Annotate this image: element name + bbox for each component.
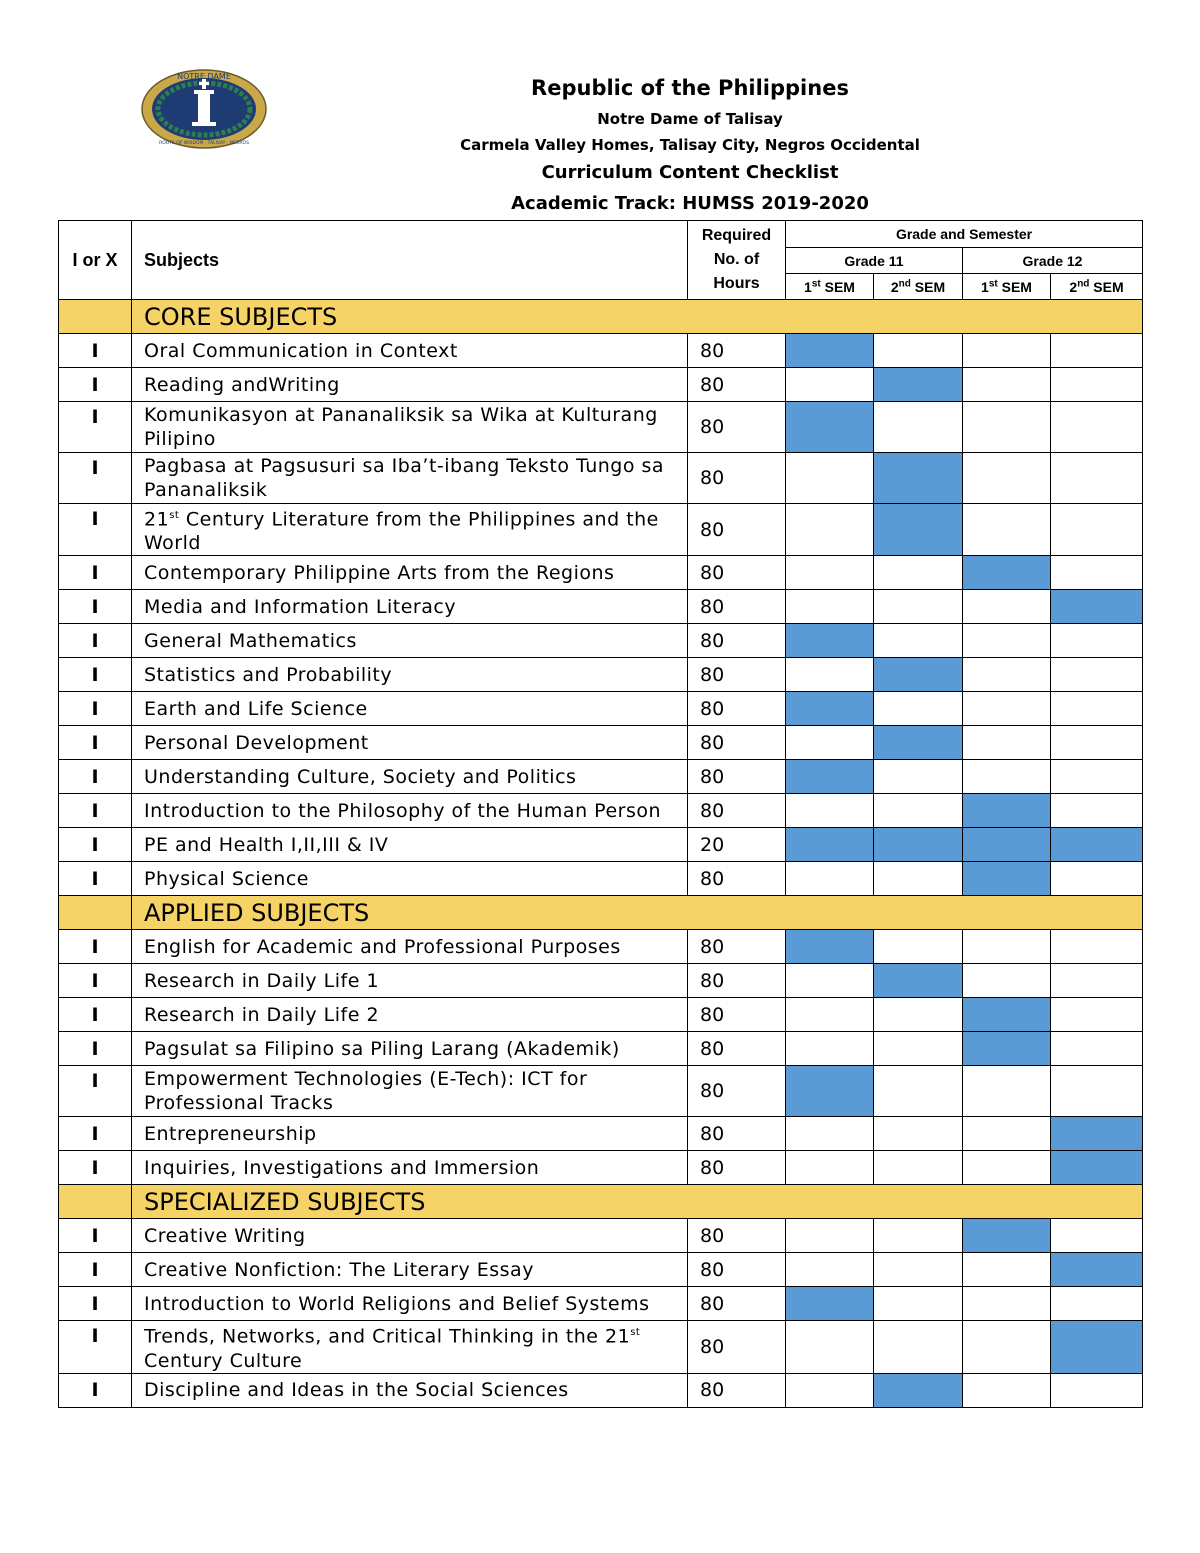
- subject-name: Personal Development: [132, 726, 688, 760]
- subject-row: [59, 556, 1143, 590]
- semester-cell: [963, 760, 1051, 794]
- ior-mark: I: [59, 504, 132, 556]
- semester-cell: [963, 964, 1051, 998]
- subject-name: Creative Writing: [132, 1219, 688, 1253]
- subject-name: Entrepreneurship: [132, 1117, 688, 1151]
- semester-cell: [963, 1066, 1051, 1117]
- section-title: CORE SUBJECTS: [132, 300, 1143, 334]
- semester-cell: [786, 1032, 874, 1066]
- ior-mark: I: [59, 334, 132, 368]
- semester-cell: [874, 1287, 963, 1321]
- subject-row: [59, 1373, 1143, 1407]
- semester-cell: [963, 1373, 1051, 1407]
- subject-name: Inquiries, Investigations and Immersion: [132, 1151, 688, 1185]
- semester-cell: [786, 1066, 874, 1117]
- subject-name: Trends, Networks, and Critical Thinking in the 21st Century Culture: [132, 1321, 688, 1373]
- required-hours: 80: [688, 726, 786, 760]
- semester-cell: [874, 794, 963, 828]
- semester-cell: [786, 402, 874, 453]
- semester-cell: [963, 1151, 1051, 1185]
- country-heading: Republic of the Philippines: [531, 76, 849, 100]
- sem-label: 1st SEM: [804, 278, 855, 295]
- semester-cell: [963, 930, 1051, 964]
- ior-mark: I: [59, 1287, 132, 1321]
- semester-cell: [1051, 828, 1143, 862]
- sem-label: 2nd SEM: [890, 278, 946, 295]
- semester-cell: [786, 624, 874, 658]
- semester-cell: [963, 1032, 1051, 1066]
- school-address: Carmela Valley Homes, Talisay City, Negros Occidental: [460, 136, 920, 154]
- semester-cell: [874, 556, 963, 590]
- required-hours: 80: [688, 1287, 786, 1321]
- ior-mark: I: [59, 794, 132, 828]
- semester-cell: [963, 624, 1051, 658]
- col-header-sem: [1051, 274, 1143, 300]
- semester-cell: [1051, 1219, 1143, 1253]
- section-title: APPLIED SUBJECTS: [132, 896, 1143, 930]
- ior-mark: I: [59, 590, 132, 624]
- semester-cell: [874, 1321, 963, 1373]
- subject-name: Pagbasa at Pagsusuri sa Iba’t-ibang Teksto Tungo sa Pananaliksik: [132, 453, 688, 504]
- required-hours: 80: [688, 1032, 786, 1066]
- ior-mark: I: [59, 726, 132, 760]
- svg-text:NOTRE DAME: NOTRE DAME: [177, 72, 231, 81]
- school-name: Notre Dame of Talisay: [597, 110, 783, 128]
- semester-cell: [874, 1066, 963, 1117]
- semester-cell: [874, 862, 963, 896]
- subject-row: [59, 998, 1143, 1032]
- required-hours: 80: [688, 1373, 786, 1407]
- ior-mark: I: [59, 760, 132, 794]
- ior-mark: I: [59, 1219, 132, 1253]
- semester-cell: [786, 590, 874, 624]
- semester-cell: [874, 334, 963, 368]
- semester-cell: [874, 726, 963, 760]
- subject-row: [59, 453, 1143, 504]
- semester-cell: [874, 402, 963, 453]
- required-hours: 80: [688, 658, 786, 692]
- subject-name: Empowerment Technologies (E-Tech): ICT for Professional Tracks: [132, 1066, 688, 1117]
- semester-cell: [1051, 760, 1143, 794]
- ior-mark: I: [59, 862, 132, 896]
- semester-cell: [786, 930, 874, 964]
- semester-cell: [963, 368, 1051, 402]
- semester-cell: [1051, 504, 1143, 556]
- semester-cell: [874, 368, 963, 402]
- ior-mark: I: [59, 692, 132, 726]
- ior-mark: I: [59, 1321, 132, 1373]
- col-header-grade-12: Grade 12: [963, 248, 1143, 274]
- ior-mark: I: [59, 556, 132, 590]
- required-hours: 80: [688, 1066, 786, 1117]
- subject-row: [59, 334, 1143, 368]
- semester-cell: [874, 998, 963, 1032]
- semester-cell: [963, 828, 1051, 862]
- required-hours: 80: [688, 1117, 786, 1151]
- semester-cell: [874, 658, 963, 692]
- col-header-sem: [786, 274, 874, 300]
- semester-cell: [874, 504, 963, 556]
- semester-cell: [786, 862, 874, 896]
- subject-row: [59, 1253, 1143, 1287]
- semester-cell: [963, 998, 1051, 1032]
- required-hours: 80: [688, 402, 786, 453]
- subject-name: Discipline and Ideas in the Social Sciences: [132, 1373, 688, 1407]
- required-hours: 80: [688, 504, 786, 556]
- subject-row: [59, 1287, 1143, 1321]
- required-hours: 80: [688, 794, 786, 828]
- semester-cell: [786, 964, 874, 998]
- semester-cell: [786, 334, 874, 368]
- semester-cell: [1051, 556, 1143, 590]
- semester-cell: [786, 1151, 874, 1185]
- semester-cell: [1051, 1373, 1143, 1407]
- required-hours: 80: [688, 964, 786, 998]
- subject-row: [59, 862, 1143, 896]
- semester-cell: [1051, 658, 1143, 692]
- subject-row: [59, 1032, 1143, 1066]
- semester-cell: [786, 760, 874, 794]
- ior-mark: I: [59, 1151, 132, 1185]
- semester-cell: [874, 1151, 963, 1185]
- semester-cell: [1051, 1117, 1143, 1151]
- col-header-grade-semester: Grade and Semester: [786, 221, 1143, 248]
- subject-name: 21st Century Literature from the Philippines and the World: [132, 504, 688, 556]
- required-hours: 80: [688, 862, 786, 896]
- ior-mark: I: [59, 1373, 132, 1407]
- semester-cell: [963, 334, 1051, 368]
- subject-name: Statistics and Probability: [132, 658, 688, 692]
- semester-cell: [963, 862, 1051, 896]
- semester-cell: [1051, 368, 1143, 402]
- subject-name: Creative Nonfiction: The Literary Essay: [132, 1253, 688, 1287]
- section-header-spacer: [59, 896, 132, 930]
- subject-name: Understanding Culture, Society and Politics: [132, 760, 688, 794]
- semester-cell: [874, 1373, 963, 1407]
- semester-cell: [874, 930, 963, 964]
- ior-mark: I: [59, 964, 132, 998]
- semester-cell: [1051, 930, 1143, 964]
- semester-cell: [1051, 726, 1143, 760]
- semester-cell: [786, 1253, 874, 1287]
- semester-cell: [786, 504, 874, 556]
- semester-cell: [786, 368, 874, 402]
- semester-cell: [963, 504, 1051, 556]
- school-seal-logo: [140, 68, 268, 150]
- semester-cell: [874, 1253, 963, 1287]
- required-hours: 80: [688, 1219, 786, 1253]
- section-title: SPECIALIZED SUBJECTS: [132, 1185, 1143, 1219]
- semester-cell: [1051, 692, 1143, 726]
- semester-cell: [874, 1117, 963, 1151]
- section-header-spacer: [59, 1185, 132, 1219]
- required-hours: 80: [688, 624, 786, 658]
- semester-cell: [1051, 453, 1143, 504]
- subject-name: Komunikasyon at Pananaliksik sa Wika at Kulturang Pilipino: [132, 402, 688, 453]
- subject-row: [59, 1321, 1143, 1373]
- subject-row: [59, 726, 1143, 760]
- semester-cell: [1051, 402, 1143, 453]
- semester-cell: [963, 692, 1051, 726]
- subject-name: Media and Information Literacy: [132, 590, 688, 624]
- svg-text:ROOTS OF WISDOM · TALISAY · NE: ROOTS OF WISDOM · TALISAY · NEGROS: [159, 141, 249, 146]
- semester-cell: [963, 726, 1051, 760]
- required-hours: 80: [688, 930, 786, 964]
- required-hours: 80: [688, 1151, 786, 1185]
- subject-name: Earth and Life Science: [132, 692, 688, 726]
- required-hours: 80: [688, 590, 786, 624]
- semester-cell: [786, 1219, 874, 1253]
- required-hours: 80: [688, 1253, 786, 1287]
- semester-cell: [963, 453, 1051, 504]
- col-header-hours: Required No. of Hours: [688, 221, 786, 300]
- semester-cell: [874, 760, 963, 794]
- semester-cell: [963, 1321, 1051, 1373]
- col-header-sem: [963, 274, 1051, 300]
- subject-name: Pagsulat sa Filipino sa Piling Larang (Akademik): [132, 1032, 688, 1066]
- semester-cell: [1051, 794, 1143, 828]
- ior-mark: I: [59, 1117, 132, 1151]
- semester-cell: [1051, 1287, 1143, 1321]
- col-header-grade-11: Grade 11: [786, 248, 963, 274]
- subject-row: [59, 930, 1143, 964]
- semester-cell: [874, 590, 963, 624]
- semester-cell: [963, 794, 1051, 828]
- semester-cell: [1051, 1253, 1143, 1287]
- subject-row: [59, 1117, 1143, 1151]
- semester-cell: [874, 964, 963, 998]
- semester-cell: [786, 794, 874, 828]
- track-title: Academic Track: HUMSS 2019-2020: [511, 193, 869, 214]
- ior-mark: I: [59, 453, 132, 504]
- subject-row: [59, 1151, 1143, 1185]
- ior-mark: I: [59, 930, 132, 964]
- subject-name: General Mathematics: [132, 624, 688, 658]
- semester-cell: [874, 453, 963, 504]
- semester-cell: [963, 556, 1051, 590]
- required-hours: 80: [688, 453, 786, 504]
- semester-cell: [786, 453, 874, 504]
- semester-cell: [1051, 964, 1143, 998]
- semester-cell: [786, 692, 874, 726]
- ior-mark: I: [59, 1032, 132, 1066]
- semester-cell: [1051, 998, 1143, 1032]
- subject-row: [59, 402, 1143, 453]
- semester-cell: [1051, 1032, 1143, 1066]
- required-hours: 80: [688, 998, 786, 1032]
- semester-cell: [963, 1253, 1051, 1287]
- ior-mark: I: [59, 368, 132, 402]
- semester-cell: [786, 1321, 874, 1373]
- sem-label: 2nd SEM: [1069, 278, 1124, 295]
- semester-cell: [963, 402, 1051, 453]
- semester-cell: [963, 1219, 1051, 1253]
- semester-cell: [1051, 1151, 1143, 1185]
- subject-row: [59, 1219, 1143, 1253]
- required-hours: 80: [688, 760, 786, 794]
- ior-mark: I: [59, 658, 132, 692]
- section-header-row: [59, 300, 1143, 334]
- semester-cell: [963, 658, 1051, 692]
- section-header-spacer: [59, 300, 132, 334]
- section-header-row: [59, 896, 1143, 930]
- required-hours: 80: [688, 334, 786, 368]
- col-header-ior: I or X: [59, 221, 132, 300]
- subject-row: [59, 368, 1143, 402]
- required-hours: 20: [688, 828, 786, 862]
- semester-cell: [1051, 862, 1143, 896]
- semester-cell: [1051, 624, 1143, 658]
- subject-name: Reading andWriting: [132, 368, 688, 402]
- ior-mark: I: [59, 1253, 132, 1287]
- subject-row: [59, 964, 1143, 998]
- required-hours: 80: [688, 1321, 786, 1373]
- ior-mark: I: [59, 624, 132, 658]
- ior-mark: I: [59, 998, 132, 1032]
- semester-cell: [874, 1032, 963, 1066]
- semester-cell: [786, 1117, 874, 1151]
- semester-cell: [786, 998, 874, 1032]
- semester-cell: [1051, 1321, 1143, 1373]
- semester-cell: [963, 1117, 1051, 1151]
- subject-row: [59, 624, 1143, 658]
- subject-row: [59, 590, 1143, 624]
- section-header-row: [59, 1185, 1143, 1219]
- subject-name: Physical Science: [132, 862, 688, 896]
- semester-cell: [786, 556, 874, 590]
- semester-cell: [1051, 334, 1143, 368]
- semester-cell: [786, 658, 874, 692]
- semester-cell: [786, 1287, 874, 1321]
- subject-row: [59, 692, 1143, 726]
- document-title: Curriculum Content Checklist: [541, 162, 839, 183]
- subject-name: Oral Communication in Context: [132, 334, 688, 368]
- required-hours: 80: [688, 692, 786, 726]
- semester-cell: [786, 726, 874, 760]
- semester-cell: [874, 692, 963, 726]
- semester-cell: [1051, 1066, 1143, 1117]
- subject-name: Contemporary Philippine Arts from the Regions: [132, 556, 688, 590]
- subject-row: [59, 658, 1143, 692]
- subject-name: English for Academic and Professional Purposes: [132, 930, 688, 964]
- subject-row: [59, 1066, 1143, 1117]
- semester-cell: [874, 1219, 963, 1253]
- subject-row: [59, 828, 1143, 862]
- subject-row: [59, 760, 1143, 794]
- subject-name: Introduction to World Religions and Belief Systems: [132, 1287, 688, 1321]
- subject-name: Introduction to the Philosophy of the Human Person: [132, 794, 688, 828]
- semester-cell: [874, 828, 963, 862]
- semester-cell: [786, 1373, 874, 1407]
- col-header-subjects: Subjects: [132, 221, 688, 300]
- subject-name: PE and Health I,II,III & IV: [132, 828, 688, 862]
- sem-label: 1st SEM: [981, 278, 1032, 295]
- curriculum-checklist-table: [58, 220, 1143, 1408]
- semester-cell: [963, 1287, 1051, 1321]
- semester-cell: [786, 828, 874, 862]
- subject-row: [59, 504, 1143, 556]
- subject-row: [59, 794, 1143, 828]
- ior-mark: I: [59, 1066, 132, 1117]
- semester-cell: [1051, 590, 1143, 624]
- subject-name: Research in Daily Life 2: [132, 998, 688, 1032]
- semester-cell: [963, 590, 1051, 624]
- ior-mark: I: [59, 402, 132, 453]
- required-hours: 80: [688, 556, 786, 590]
- semester-cell: [874, 624, 963, 658]
- required-hours: 80: [688, 368, 786, 402]
- ior-mark: I: [59, 828, 132, 862]
- subject-name: Research in Daily Life 1: [132, 964, 688, 998]
- col-header-sem: [874, 274, 963, 300]
